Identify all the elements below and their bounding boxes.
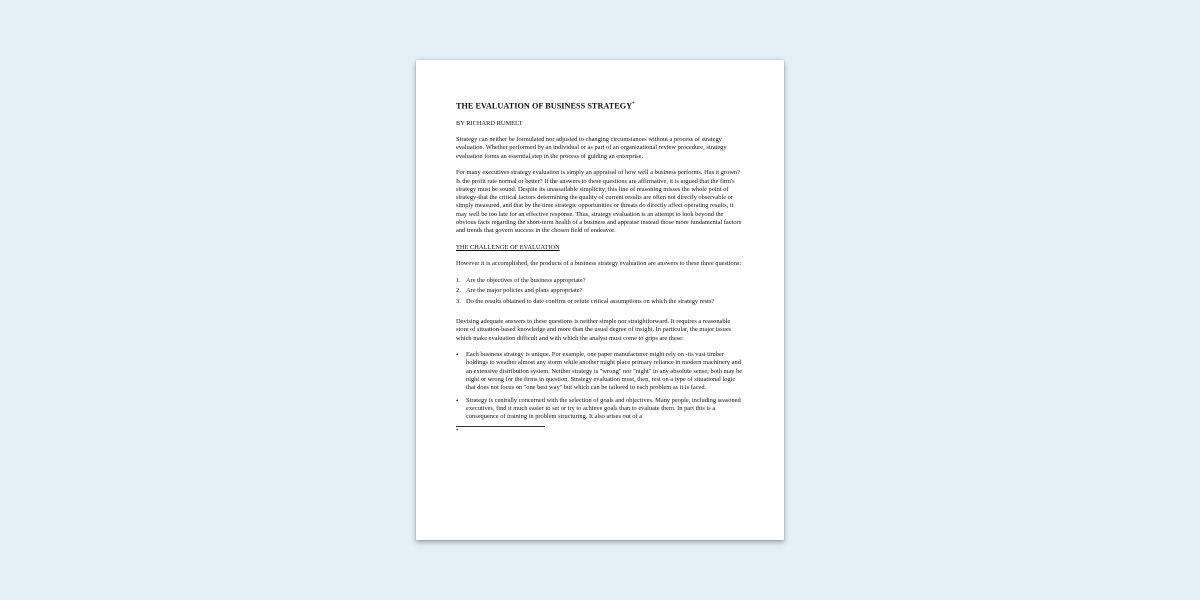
list-item-number: 2. xyxy=(456,287,461,295)
list-item-number: 3. xyxy=(456,297,461,305)
issues-list xyxy=(456,351,744,421)
list-item xyxy=(456,287,744,295)
bullet-item xyxy=(456,397,744,422)
bullet-item-text: Strategy is centrally concerned with the selection of goals and objectives. Many people, including seasoned executives, find it much easier to set or try to achieve goals than to evaluate them. In part this is a consequence of training in problem structuring. It also arises out of a xyxy=(466,396,741,421)
bullet-mark: • xyxy=(456,396,459,405)
document-page xyxy=(416,60,784,540)
footnote-divider xyxy=(456,426,545,427)
list-item xyxy=(456,298,744,306)
title-footnote-mark: * xyxy=(632,102,635,107)
intro-paragraph-2: For many executives strategy evaluation is simply an appraisal of how well a business performs. Has it grown? Is the profit rate normal or better? If the answers to these questions are affirmative, it is argued that the firm's strategy must be sound. Despite its unassailable simplicity, this line of reasoning misses the whole point of strategy-that the critical factors determining the quality of current results are often not directly observable or simply measured, and that by the time strategic opportunities or threats do directly affect operating results, it may well be too late for an effective response. Thus, strategy evaluation is an attempt to look beyond the obvious facts regarding the short-term health of a business and appraise instead those more fundamental factors and trends that govern success in the chosen field of endeavor. xyxy=(456,169,742,235)
questions-list xyxy=(456,277,744,306)
list-item-text: Are the major policies and plans appropriate? xyxy=(466,287,583,295)
issues-intro-paragraph: Devising adequate answers to these questions is neither simple nor straightforward. It requires a reasonable store of situation-based knowledge and more than the usual degree of insight. In particular, the major issues which make evaluation difficult and with which the analyst must come to grips are these: xyxy=(456,317,732,342)
list-item-number: 1. xyxy=(456,277,461,285)
list-item xyxy=(456,277,744,285)
bullet-item xyxy=(456,351,744,392)
list-item-text: Do the results obtained to date confirm or refute critical assumptions on which the strategy rests? xyxy=(466,297,715,305)
intro-paragraph-1: Strategy can neither be formulated nor adjusted to changing circumstances without a process of strategy evaluation. Whether performed by an individual or as part of an organizational review procedure, strategy evaluation forms an essential step in the process of guiding an enterprise. xyxy=(456,136,727,160)
list-item-text: Are the objectives of the business appropriate? xyxy=(466,277,586,285)
bullet-mark: • xyxy=(456,351,459,360)
document-title xyxy=(456,100,744,112)
section-heading: THE CHALLENGE OF EVALUATION xyxy=(456,243,560,251)
footnote-mark: * xyxy=(456,428,459,434)
document-title-text: THE EVALUATION OF BUSINESS STRATEGY xyxy=(456,101,633,111)
byline: BY RICHARD RUMELT xyxy=(456,119,523,127)
section-intro-paragraph: However it is accomplished, the products of a business strategy evaluation are answers to these three questions: xyxy=(456,260,742,268)
bullet-item-text: Each business strategy is unique. For example, one paper manufacturer might rely on -its vast timber holdings to weather almost any storm while another might place primary reliance in modern machinery and an extensive distribution system. Neither strategy is "wrong" nor "night" in any absolute sense; both may be night or wrong for the firms in question. Strategy evaluation must, then, rest on a type of situational logic that does not focus on "one best way" but which can be tailored to each problem as it is faced. xyxy=(466,351,743,392)
